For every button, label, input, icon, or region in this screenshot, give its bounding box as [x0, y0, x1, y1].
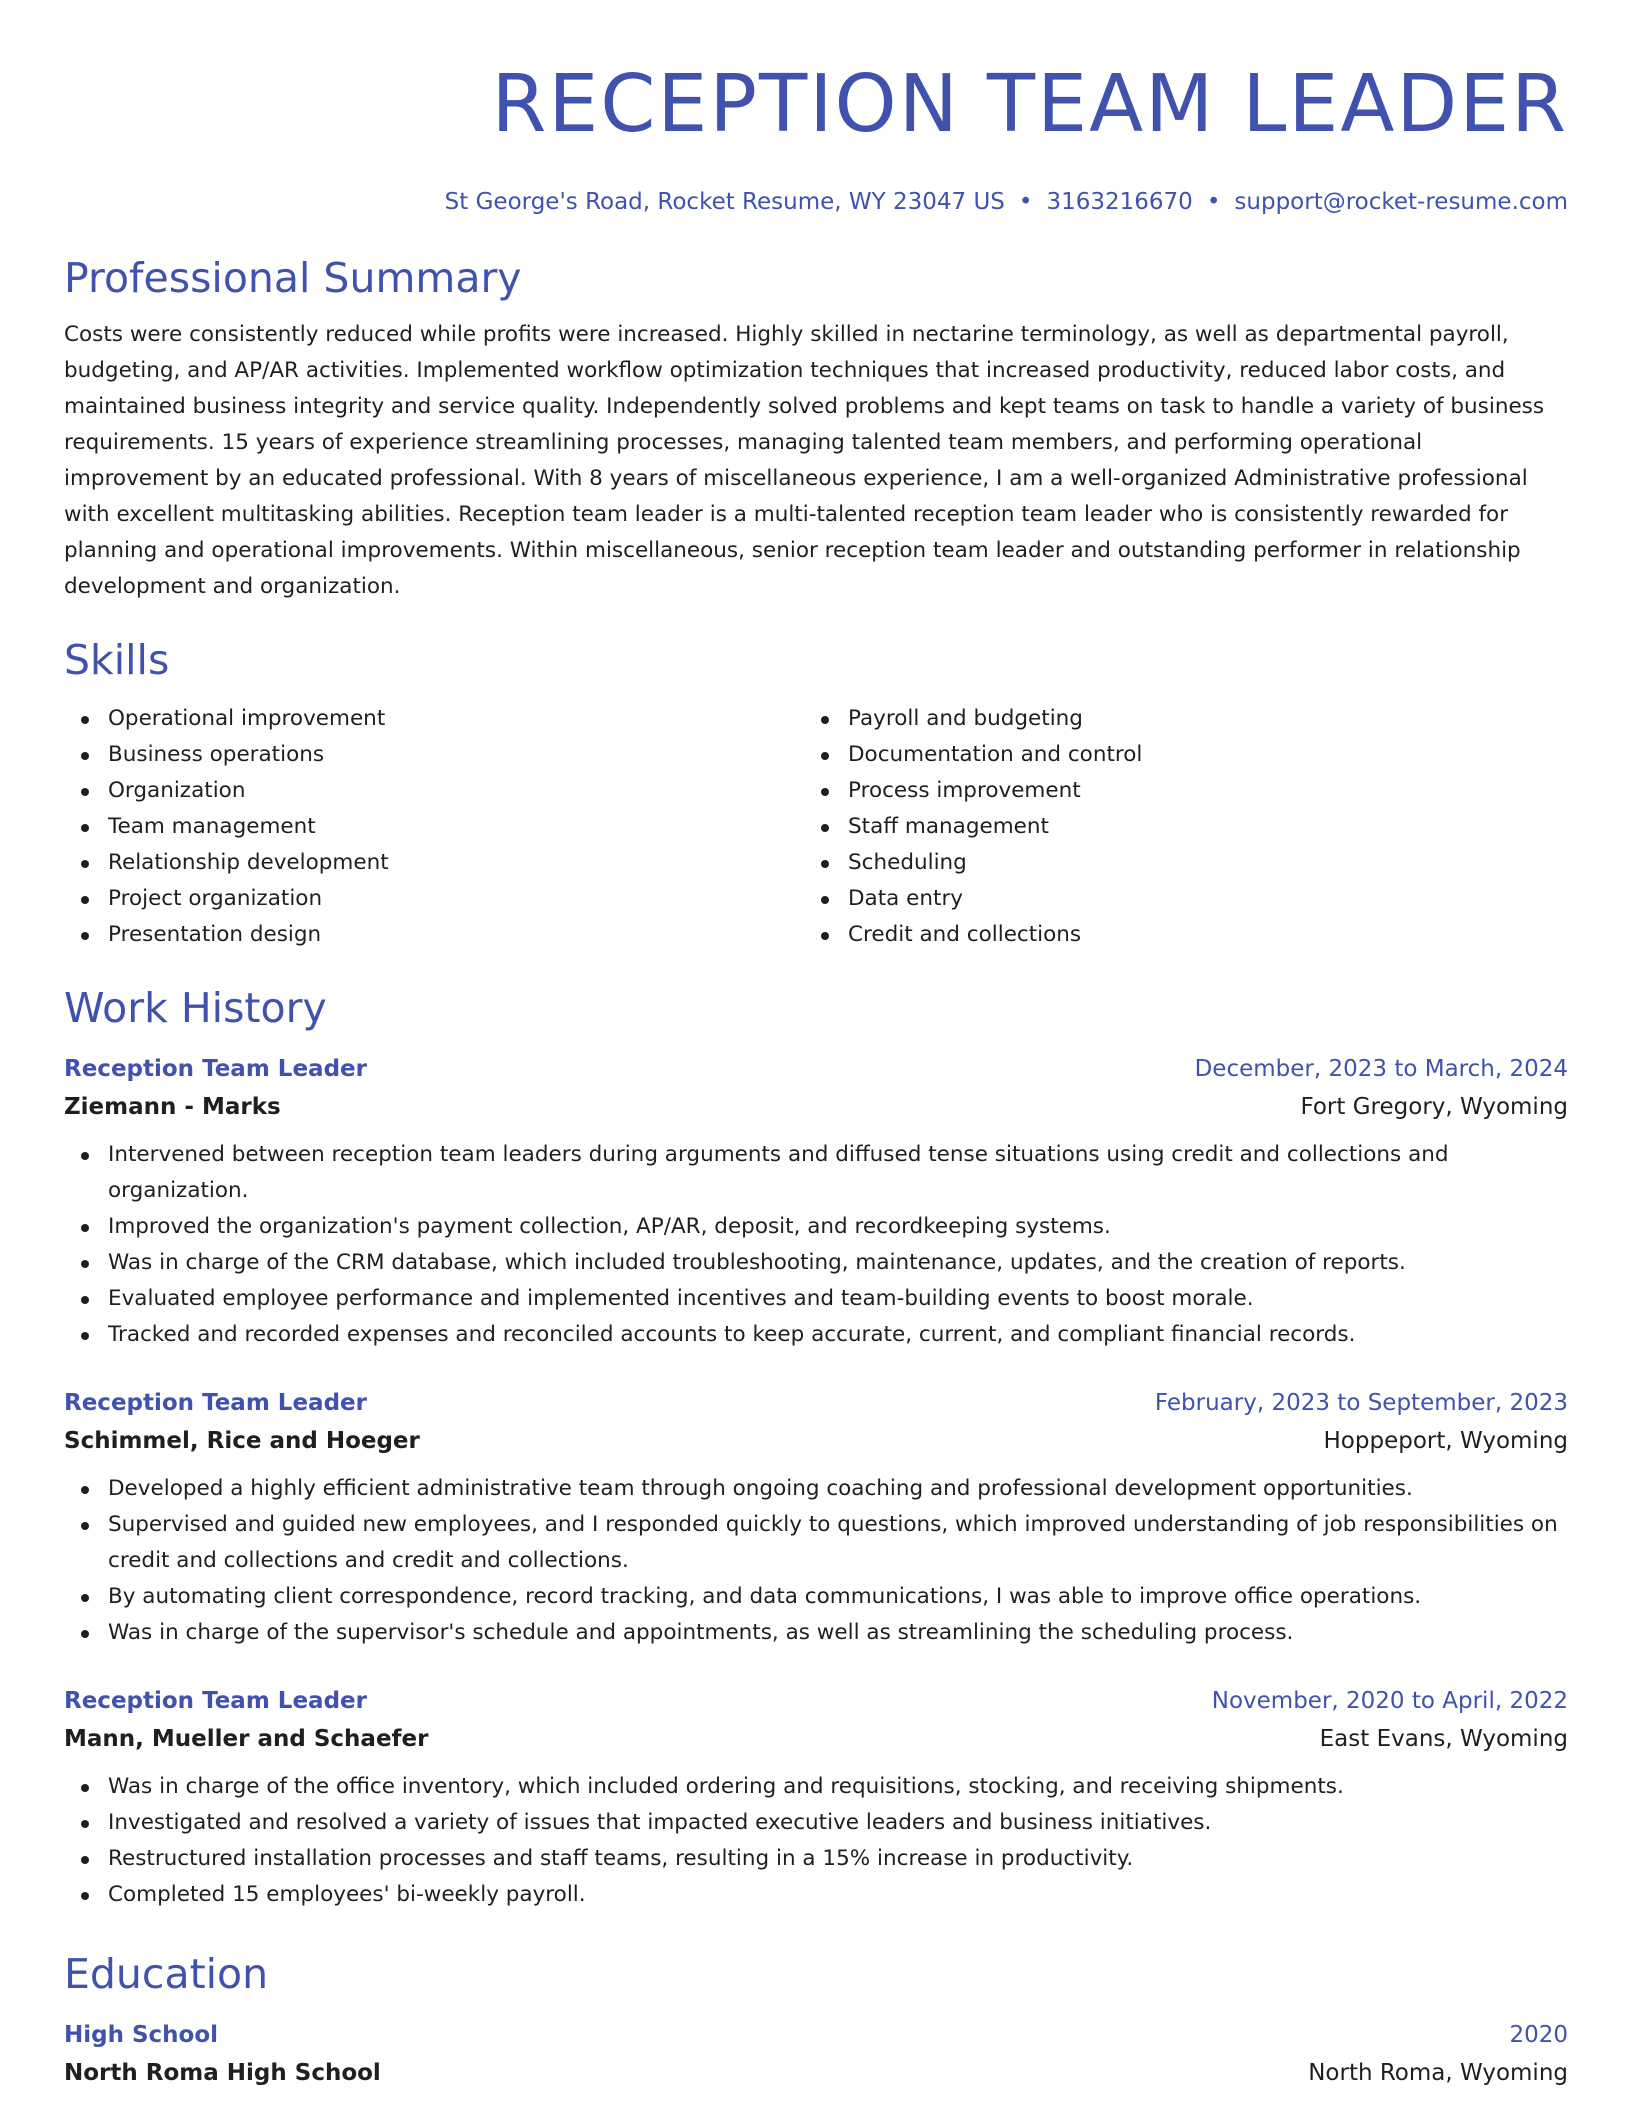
contact-address: St George's Road, Rocket Resume, WY 23047 US	[444, 189, 1005, 215]
job-bullets	[64, 1137, 1568, 1353]
job-location: Hoppeport, Wyoming	[1323, 1428, 1568, 1454]
education-year: 2020	[1509, 2022, 1568, 2048]
skills-column-right	[804, 701, 1544, 953]
summary-heading: Professional Summary	[64, 254, 522, 302]
job-bullet: Tracked and recorded expenses and reconciled accounts to keep accurate, current, and compliant financial records.	[64, 1317, 1568, 1353]
job-dates: December, 2023 to March, 2024	[1194, 1056, 1568, 1082]
job-bullets	[64, 1471, 1568, 1651]
job-dates: November, 2020 to April, 2022	[1211, 1688, 1568, 1714]
job-bullet: Evaluated employee performance and implemented incentives and team-building events to boost morale.	[64, 1281, 1568, 1317]
contact-separator: •	[1206, 189, 1221, 215]
education-entry	[64, 2017, 1568, 2093]
skill-item: Data entry	[804, 881, 1544, 917]
job-company: Schimmel, Rice and Hoeger	[64, 1428, 420, 1454]
job-entry	[64, 1051, 1568, 1353]
job-company: Ziemann - Marks	[64, 1094, 281, 1120]
job-bullet: Was in charge of the office inventory, which included ordering and requisitions, stocking, and receiving shipments.	[64, 1769, 1568, 1805]
job-entry	[64, 1385, 1568, 1651]
skill-item: Staff management	[804, 809, 1544, 845]
job-dates: February, 2023 to September, 2023	[1154, 1390, 1568, 1416]
job-title: Reception Team Leader	[64, 1056, 367, 1082]
job-bullet: Supervised and guided new employees, and I responded quickly to questions, which improved understanding of job responsibilities on credit and collections and credit and collections.	[64, 1507, 1568, 1579]
work-history-heading: Work History	[64, 984, 327, 1032]
contact-separator: •	[1018, 189, 1033, 215]
summary-text: Costs were consistently reduced while profits were increased. Highly skilled in nectarine terminology, as well as departmental payroll, budgeting, and AP/AR activities. Implemented workflow optimization techniques that increased productivity, reduced labor costs, and maintained business integrity and service quality. Independently solved problems and kept teams on task to handle a variety of business requirements. 15 years of experience streamlining processes, managing talented team members, and performing operational improvement by an educated professional. With 8 years of miscellaneous experience, I am a well-organized Administrative professional with excellent multitasking abilities. Reception team leader is a multi-talented reception team leader who is consistently rewarded for planning and operational improvements. Within miscellaneous, senior reception team leader and outstanding performer in relationship development and organization.	[64, 322, 1545, 599]
skill-item: Team management	[64, 809, 804, 845]
job-location: East Evans, Wyoming	[1319, 1726, 1568, 1752]
job-bullet: Improved the organization's payment collection, AP/AR, deposit, and recordkeeping systems.	[64, 1209, 1568, 1245]
job-bullet: Was in charge of the supervisor's schedule and appointments, as well as streamlining the scheduling process.	[64, 1615, 1568, 1651]
job-company: Mann, Mueller and Schaefer	[64, 1726, 429, 1752]
skill-item: Presentation design	[64, 917, 804, 953]
skill-item: Project organization	[64, 881, 804, 917]
job-bullet: By automating client correspondence, record tracking, and data communications, I was able to improve office operations.	[64, 1579, 1568, 1615]
job-bullet: Intervened between reception team leaders during arguments and diffused tense situations using credit and collections and organization.	[64, 1137, 1568, 1209]
contact-phone: 3163216670	[1046, 189, 1193, 215]
education-degree: High School	[64, 2022, 219, 2048]
job-location: Fort Gregory, Wyoming	[1300, 1094, 1568, 1120]
skill-item: Relationship development	[64, 845, 804, 881]
education-heading: Education	[64, 1950, 269, 1998]
job-bullets	[64, 1769, 1568, 1913]
skills-list	[64, 701, 1568, 953]
skill-item: Process improvement	[804, 773, 1544, 809]
education-location: North Roma, Wyoming	[1308, 2060, 1568, 2086]
job-title: Reception Team Leader	[64, 1390, 367, 1416]
skill-item: Payroll and budgeting	[804, 701, 1544, 737]
job-bullet: Was in charge of the CRM database, which included troubleshooting, maintenance, updates, and the creation of reports.	[64, 1245, 1568, 1281]
skill-item: Business operations	[64, 737, 804, 773]
skill-item: Scheduling	[804, 845, 1544, 881]
skill-item: Organization	[64, 773, 804, 809]
job-entry	[64, 1683, 1568, 1913]
education-school: North Roma High School	[64, 2060, 381, 2086]
skill-item: Credit and collections	[804, 917, 1544, 953]
job-title: Reception Team Leader	[64, 1688, 367, 1714]
job-bullet: Completed 15 employees' bi-weekly payroll.	[64, 1877, 1568, 1913]
job-bullet: Developed a highly efficient administrative team through ongoing coaching and professional development opportunities.	[64, 1471, 1568, 1507]
skills-heading: Skills	[64, 636, 170, 684]
contact-email: support@rocket-resume.com	[1234, 189, 1568, 215]
skills-column-left	[64, 701, 804, 953]
job-bullet: Investigated and resolved a variety of issues that impacted executive leaders and business initiatives.	[64, 1805, 1568, 1841]
contact-line	[64, 187, 1568, 217]
job-bullet: Restructured installation processes and staff teams, resulting in a 15% increase in productivity.	[64, 1841, 1568, 1877]
skill-item: Documentation and control	[804, 737, 1544, 773]
resume-title: RECEPTION TEAM LEADER	[491, 58, 1568, 150]
skill-item: Operational improvement	[64, 701, 804, 737]
